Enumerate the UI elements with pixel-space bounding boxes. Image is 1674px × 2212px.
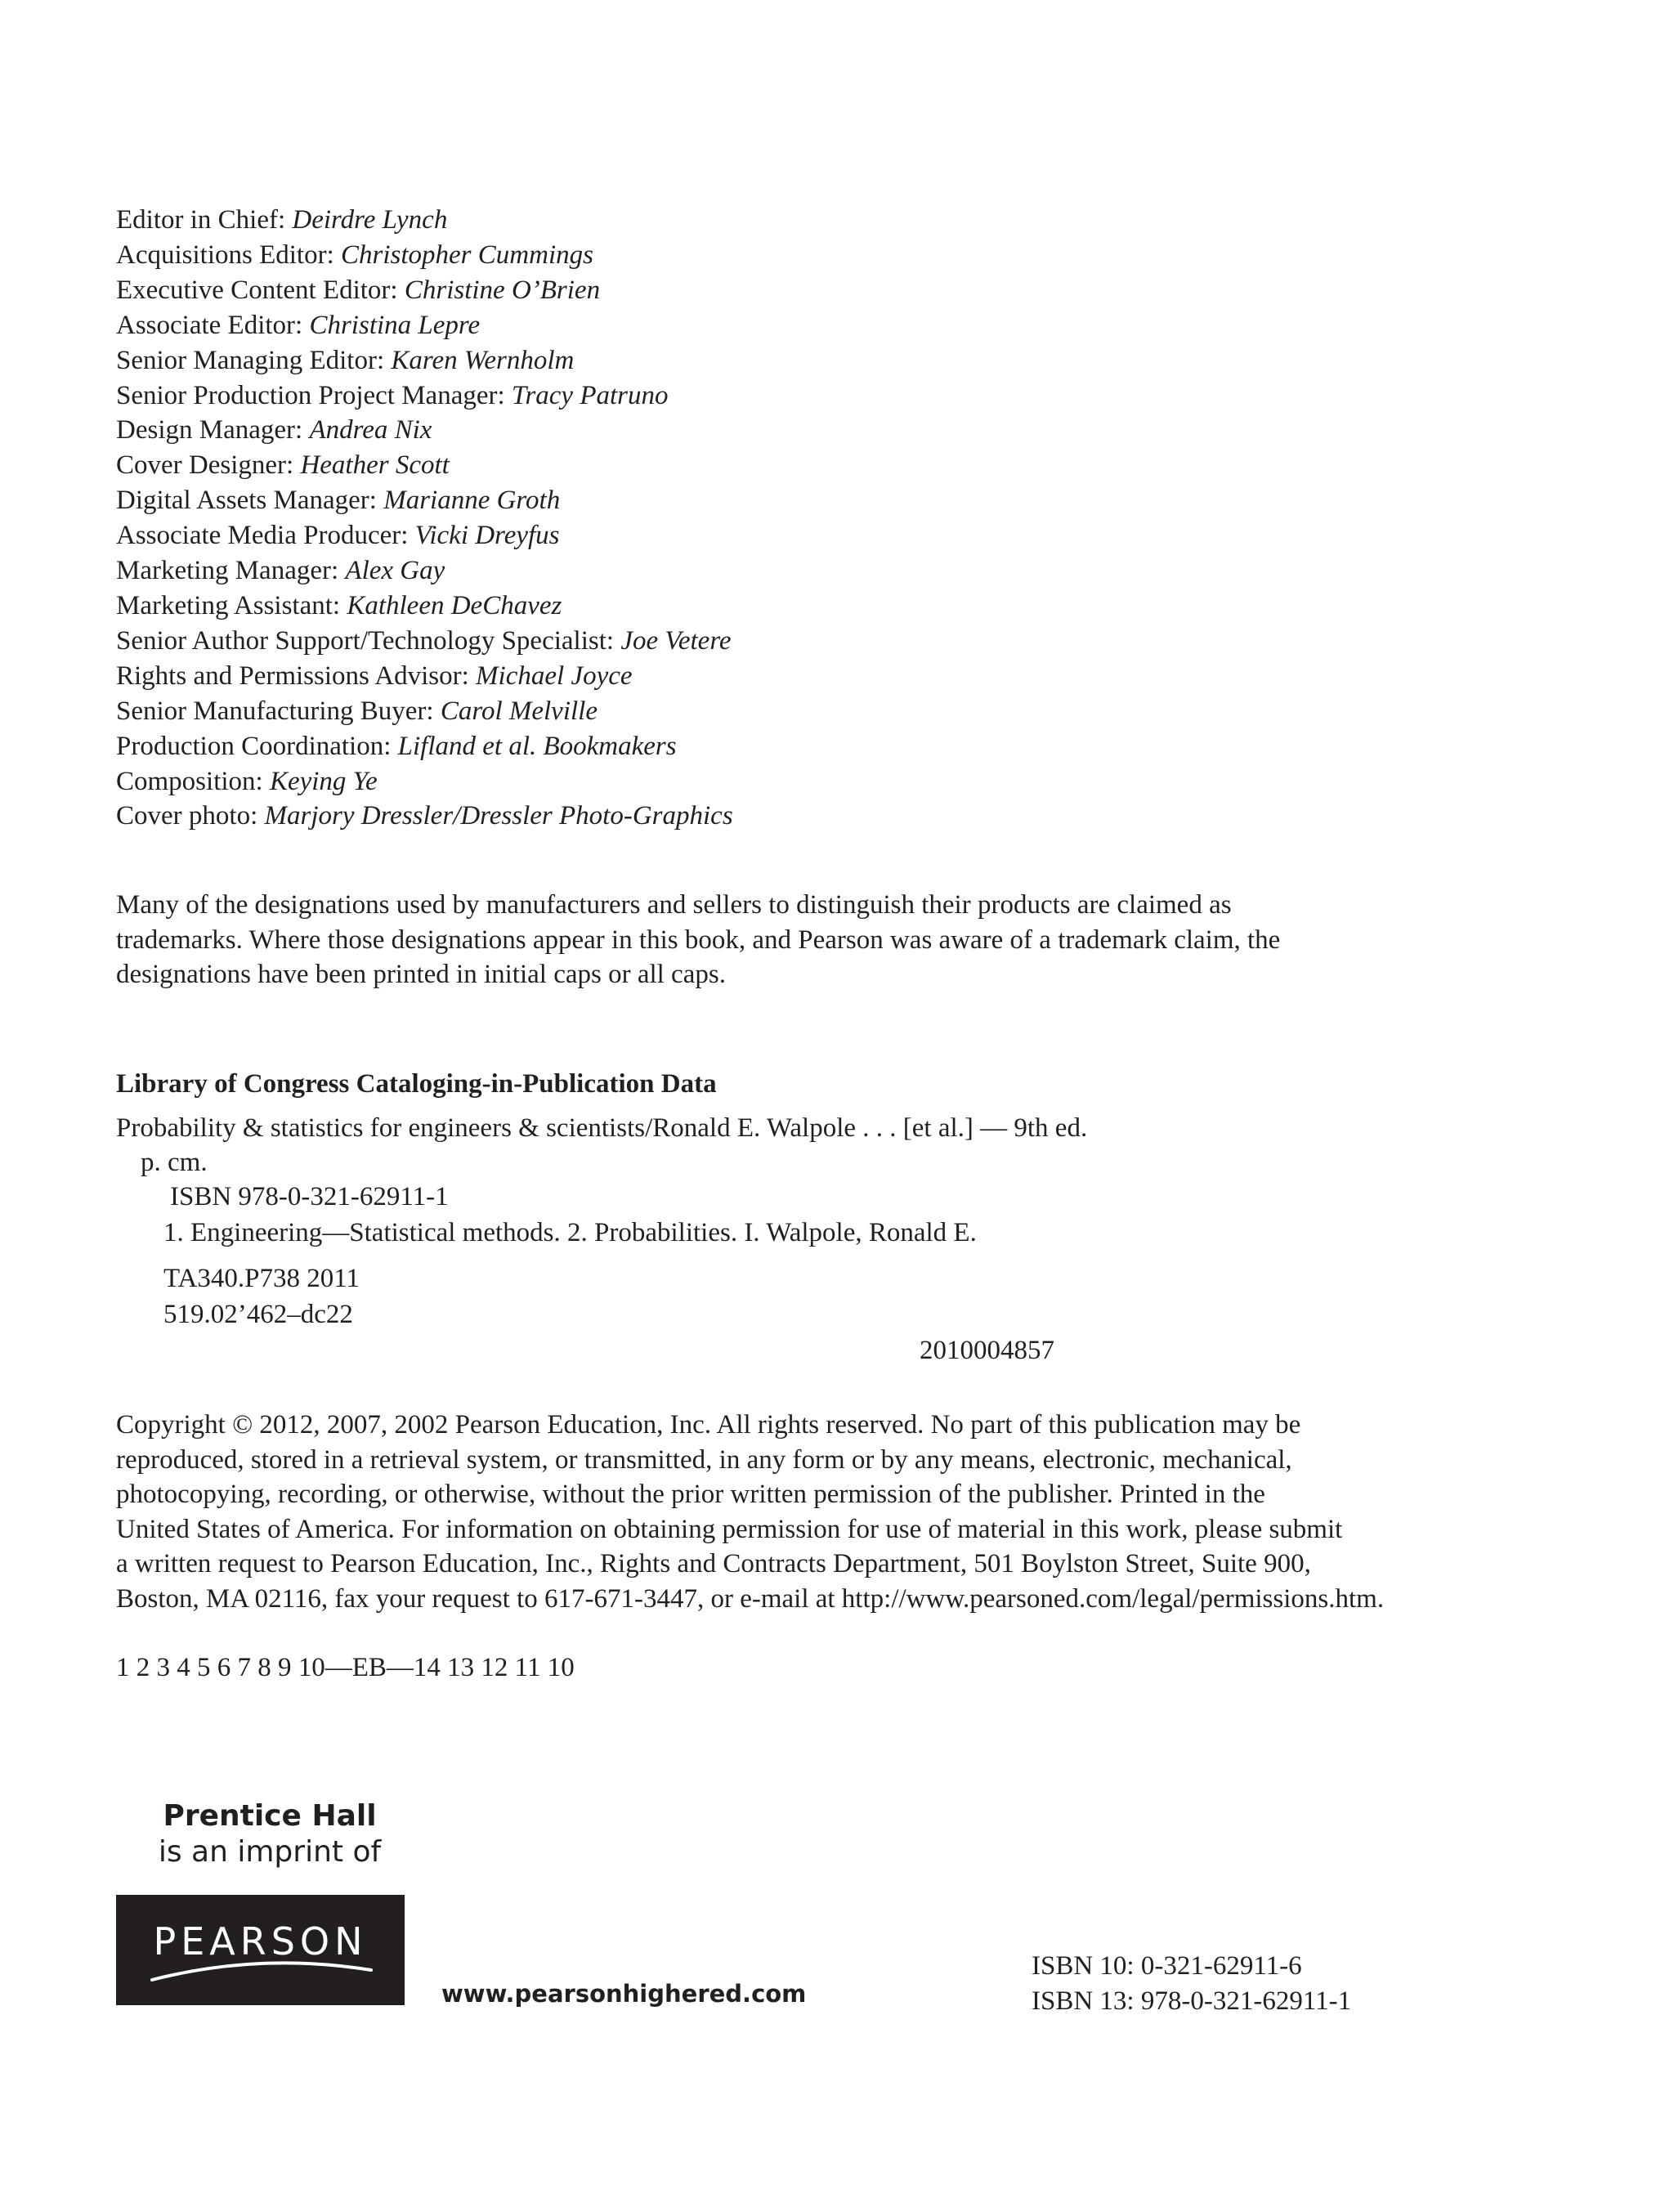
- credit-name: Christine O’Brien: [404, 275, 601, 305]
- credit-name: Heather Scott: [300, 450, 450, 481]
- credit-name: Keying Ye: [269, 766, 378, 796]
- credit-line: [116, 553, 733, 589]
- print-line: 1 2 3 4 5 6 7 8 9 10—EB—14 13 12 11 10: [116, 1653, 575, 1682]
- credit-name: Vicki Dreyfus: [414, 521, 560, 551]
- credit-role: Senior Production Project Manager:: [116, 380, 505, 410]
- isbn-block: [1032, 1949, 1351, 2018]
- cip-title-line: Probability & statistics for engineers & scientists/Ronald E. Walpole . . . [et al.] — 9th ed.: [116, 1113, 1088, 1143]
- cip-isbn: ISBN 978-0-321-62911-1: [170, 1182, 449, 1211]
- copyright-notice: [116, 1408, 1604, 1616]
- credit-line: [116, 799, 733, 834]
- trademark-line: trademarks. Where those designations appear in this book, and Pearson was aware of a trademark claim, the: [116, 925, 1281, 955]
- cip-lccn: 2010004857: [920, 1336, 1054, 1365]
- copyright-line: a written request to Pearson Education, Inc., Rights and Contracts Department, 501 Boylston Street, Suite 900,: [116, 1549, 1311, 1578]
- cip-call-number: TA340.P738 2011: [163, 1264, 360, 1293]
- credit-name: Karen Wernholm: [391, 345, 575, 375]
- pearson-logo: [116, 1895, 405, 2005]
- credit-role: Digital Assets Manager:: [116, 486, 377, 516]
- credit-role: Marketing Manager:: [116, 556, 339, 586]
- copyright-line: photocopying, recording, or otherwise, without the prior written permission of the publisher. Printed in the: [116, 1480, 1265, 1509]
- credit-role: Acquisitions Editor:: [116, 240, 334, 270]
- credits-list: [116, 203, 733, 834]
- pearson-swoosh-icon: [116, 1895, 405, 2005]
- credit-line: [116, 694, 733, 729]
- copyright-line: reproduced, stored in a retrieval system, or transmitted, in any form or by any means, electronic, mechanical,: [116, 1444, 1292, 1475]
- credit-role: Senior Managing Editor:: [116, 345, 385, 375]
- isbn-13: ISBN 13: 978-0-321-62911-1: [1032, 1986, 1352, 2016]
- cip-pages: p. cm.: [141, 1148, 208, 1177]
- copyright-line: United States of America. For information on obtaining permission for use of material in this work, please submit: [116, 1514, 1343, 1544]
- credit-name: Christina Lepre: [309, 310, 481, 340]
- credit-name: Tracy Patruno: [511, 380, 669, 410]
- credit-role: Rights and Permissions Advisor:: [116, 660, 469, 691]
- credit-line: [116, 483, 733, 518]
- copyright-line: Boston, MA 02116, fax your request to 617-671-3447, or e-mail at http://www.pearsoned.com/legal/permissions.htm.: [116, 1583, 1385, 1614]
- credit-role: Marketing Assistant:: [116, 590, 341, 620]
- copyright-line: Copyright © 2012, 2007, 2002 Pearson Education, Inc. All rights reserved. No part of this publication may be: [116, 1410, 1301, 1440]
- credit-line: [116, 659, 733, 694]
- credit-name: Marianne Groth: [383, 486, 561, 516]
- credit-line: [116, 308, 733, 343]
- credit-line: [116, 273, 733, 308]
- credit-line: [116, 238, 733, 273]
- credit-name: Lifland et al. Bookmakers: [397, 731, 677, 761]
- pearson-logo-text: PEARSON: [153, 1919, 368, 1963]
- credit-role: Cover Designer:: [116, 450, 294, 481]
- credit-role: Cover photo:: [116, 801, 258, 831]
- credit-name: Kathleen DeChavez: [347, 590, 562, 620]
- credit-line: [116, 624, 733, 659]
- credit-line: [116, 764, 733, 799]
- credit-line: [116, 448, 733, 483]
- credit-line: [116, 378, 733, 414]
- imprint-sub: is an imprint of: [158, 1835, 382, 1869]
- credit-role: Senior Manufacturing Buyer:: [116, 696, 434, 726]
- credit-line: [116, 343, 733, 378]
- imprint-brand: Prentice Hall: [163, 1799, 377, 1833]
- credit-line: [116, 413, 733, 448]
- credit-name: Christopher Cummings: [341, 240, 593, 270]
- credit-name: Deirdre Lynch: [292, 205, 448, 235]
- trademark-notice: [116, 888, 1604, 992]
- cip-subjects: 1. Engineering—Statistical methods. 2. Probabilities. I. Walpole, Ronald E.: [163, 1218, 977, 1247]
- credit-role: Design Manager:: [116, 415, 303, 446]
- trademark-line: Many of the designations used by manufacturers and sellers to distinguish their products are claimed as: [116, 890, 1232, 920]
- credit-line: [116, 729, 733, 764]
- credit-name: Joe Vetere: [620, 625, 732, 656]
- credit-name: Carol Melville: [440, 696, 598, 726]
- credit-role: Editor in Chief:: [116, 205, 286, 235]
- credit-line: [116, 589, 733, 624]
- credit-line: [116, 203, 733, 238]
- credit-role: Composition:: [116, 766, 263, 796]
- credit-name: Andrea Nix: [309, 415, 432, 446]
- trademark-line: designations have been printed in initial caps or all caps.: [116, 960, 726, 989]
- credit-role: Senior Author Support/Technology Specialist:: [116, 625, 615, 656]
- credit-role: Associate Media Producer:: [116, 521, 409, 551]
- cip-heading: Library of Congress Cataloging-in-Publication Data: [116, 1069, 717, 1099]
- credit-role: Executive Content Editor:: [116, 275, 398, 305]
- credit-name: Marjory Dressler/Dressler Photo-Graphics: [264, 801, 733, 831]
- credit-role: Production Coordination:: [116, 731, 392, 761]
- credit-role: Associate Editor:: [116, 310, 303, 340]
- imprint-statement: [147, 1798, 392, 1870]
- credit-name: Michael Joyce: [476, 660, 633, 691]
- isbn-10: ISBN 10: 0-321-62911-6: [1032, 1951, 1302, 1981]
- credit-line: [116, 518, 733, 553]
- website-url: www.pearsonhighered.com: [441, 1980, 807, 2008]
- cip-dewey: 519.02’462–dc22: [163, 1300, 353, 1329]
- credit-name: Alex Gay: [345, 556, 445, 586]
